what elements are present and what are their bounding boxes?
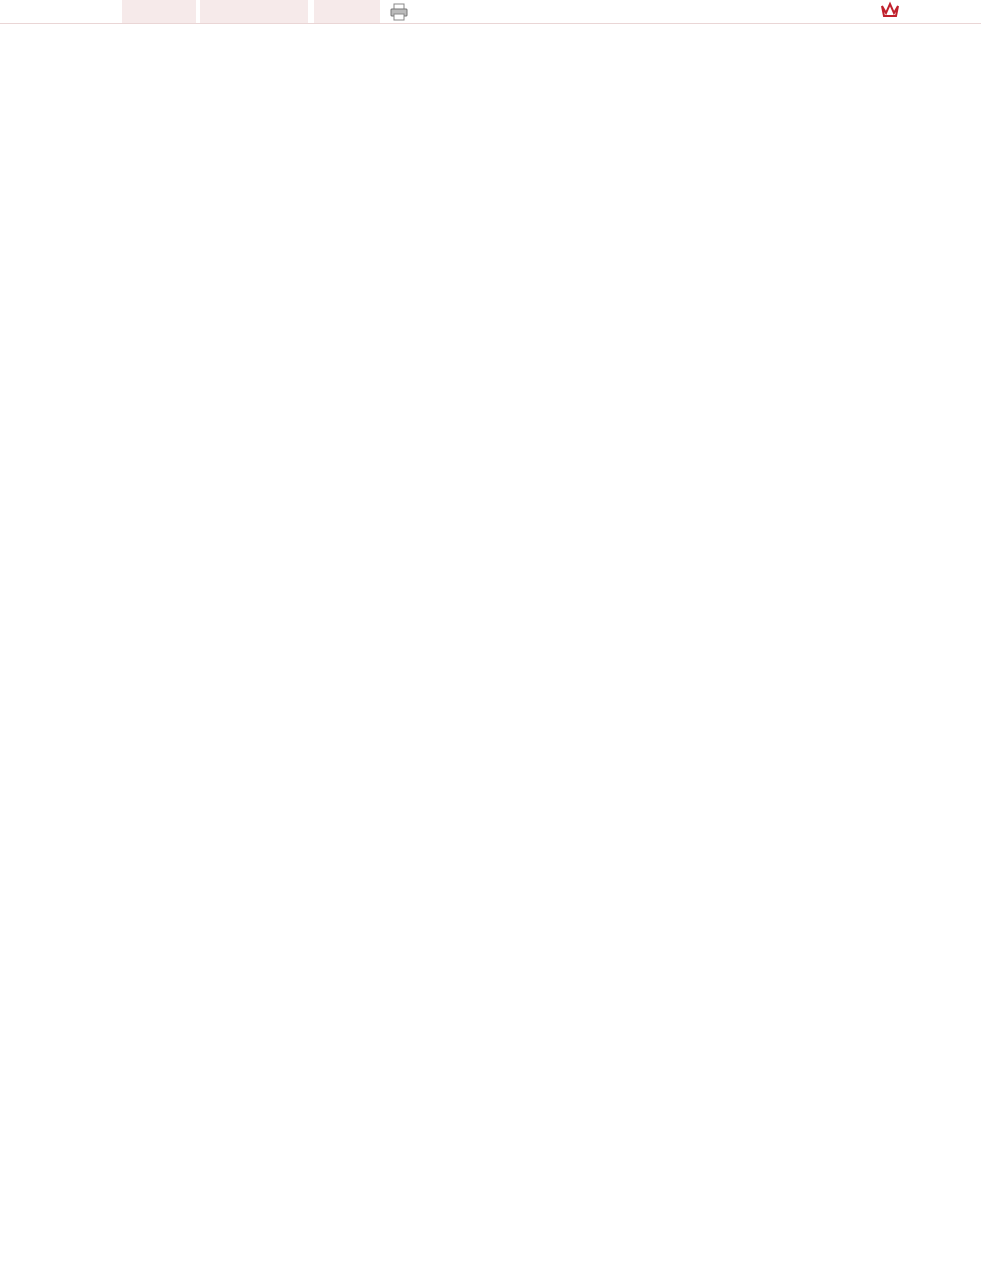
cycle-selector[interactable] (122, 0, 196, 23)
crown-logo-icon (880, 1, 900, 19)
print-icon[interactable] (390, 3, 408, 21)
tab-statistics[interactable] (314, 0, 380, 23)
tab-cycle-overview[interactable] (200, 0, 308, 23)
temperature-chart (0, 75, 720, 755)
page-title (0, 0, 118, 23)
